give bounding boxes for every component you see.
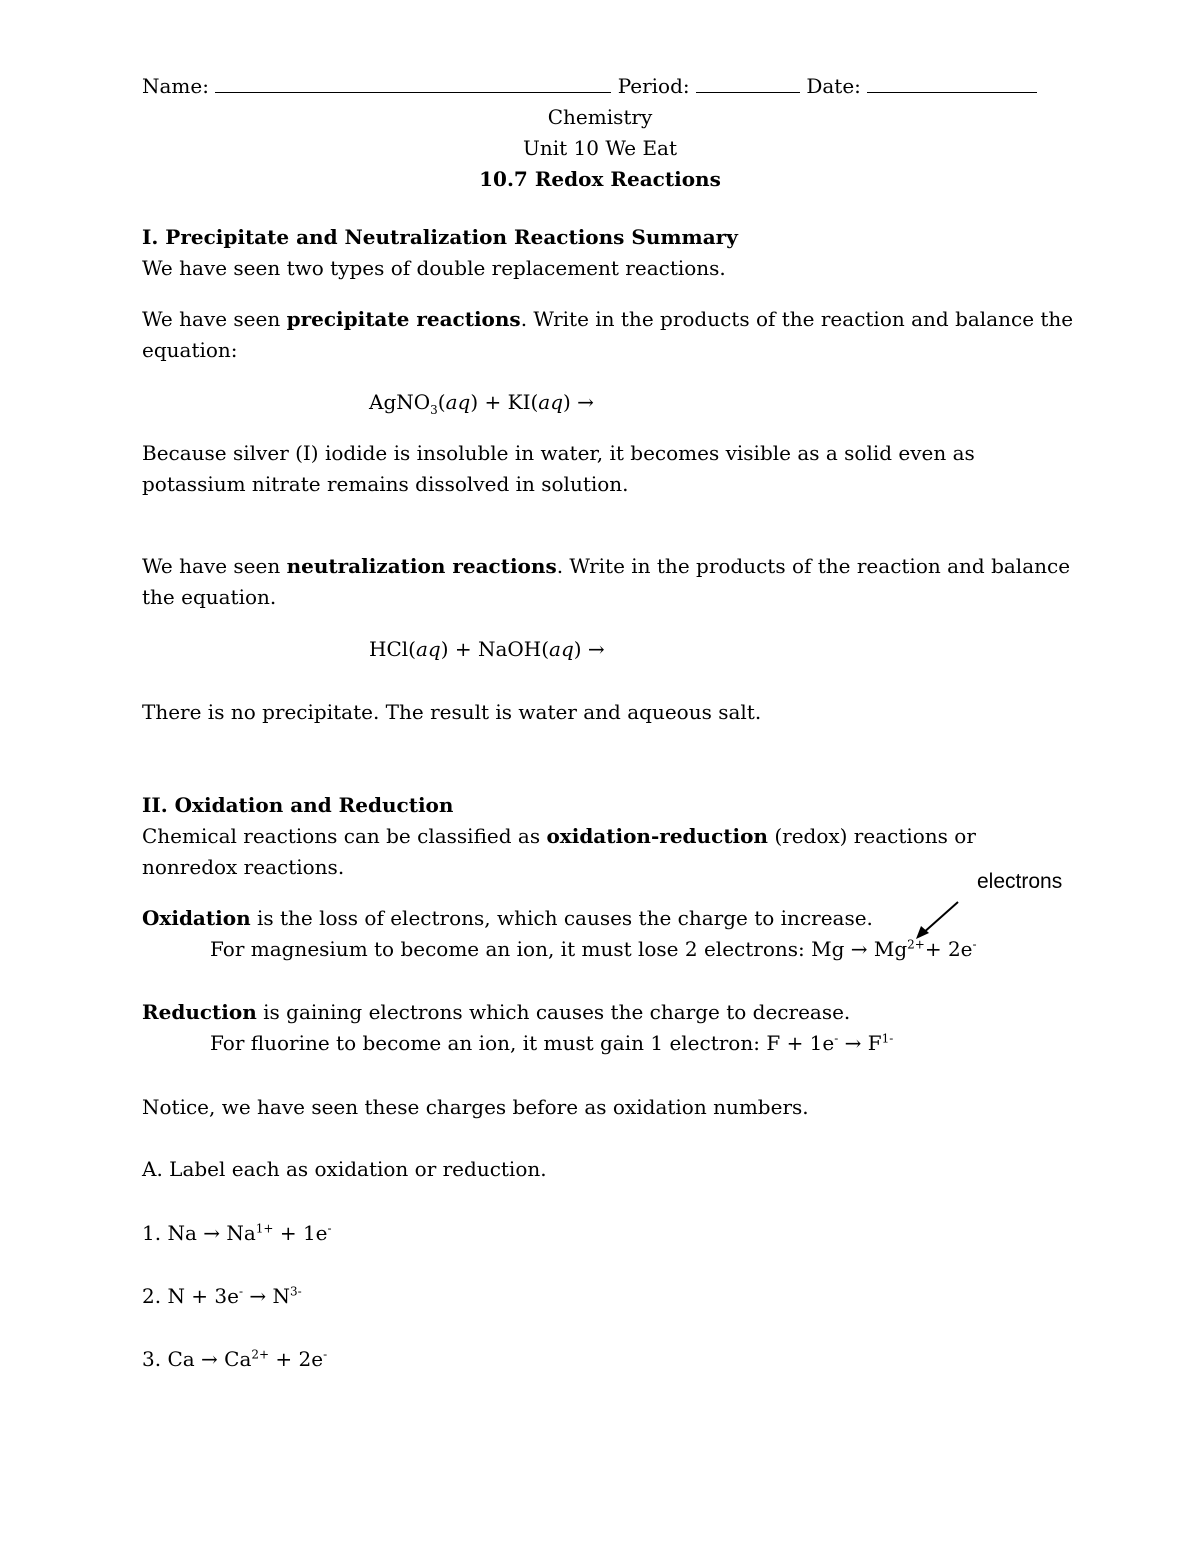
eq1-aq1: aq <box>445 390 471 414</box>
classification-paragraph <box>142 823 976 849</box>
precip-post: . Write in the products of the reaction and balance the <box>520 307 1074 331</box>
eq2-aq2: aq <box>549 637 574 661</box>
item1-sup: 1+ <box>255 1221 274 1236</box>
item1-post: + 1e <box>273 1221 328 1245</box>
section2-heading-wrap <box>142 792 453 818</box>
list-item <box>142 1220 332 1246</box>
equation-neutralization <box>369 636 605 662</box>
unit-title: Unit 10 We Eat <box>522 136 677 160</box>
item2-pre: 2. N + 3e <box>142 1284 239 1308</box>
explain-line2: potassium nitrate remains dissolved in solution. <box>142 472 629 496</box>
eq2-end: ) → <box>573 637 605 661</box>
neut-pre: We have seen <box>142 554 287 578</box>
precip-line2: equation: <box>142 338 238 362</box>
eq1-sub: 3 <box>430 403 438 417</box>
equation-precipitate: AgNO$_3$(aq) + KI(aq) → <box>369 390 594 417</box>
neutralization-paragraph <box>142 553 1070 579</box>
section1-heading-wrap <box>142 224 738 250</box>
lesson-title: 10.7 Redox Reactions <box>479 167 721 191</box>
red-example-sup2: 1- <box>881 1031 894 1046</box>
lesson-title-wrap <box>0 166 1200 192</box>
notice-text: Notice, we have seen these charges before as oxidation numbers. <box>142 1095 809 1119</box>
list-item <box>142 1346 327 1372</box>
neut-line2: the equation. <box>142 585 277 609</box>
ox-bold: Oxidation <box>142 906 251 930</box>
section1-intro: We have seen two types of double replacement reactions. <box>142 256 726 280</box>
ox-example-end: + 2e <box>924 937 973 961</box>
eq1-end: ) → <box>563 390 594 414</box>
arrow-shaft <box>922 902 958 934</box>
item2-sup: - <box>238 1284 244 1299</box>
item2-sup2: 3- <box>290 1284 302 1299</box>
red-bold: Reduction <box>142 1000 257 1024</box>
eq2-aq1: aq <box>415 637 441 661</box>
eq1-agno: AgNO <box>369 390 431 414</box>
precip-pre: We have seen <box>142 307 287 331</box>
ox-example: For magnesium to become an ion, it must lose 2 electrons: Mg → Mg <box>210 937 908 961</box>
name-blank <box>215 74 611 93</box>
item2-post: → N <box>243 1284 291 1308</box>
section1-heading: I. Precipitate and Neutralization Reactions Summary <box>142 225 738 249</box>
item3-sup: 2+ <box>251 1347 270 1362</box>
item1-pre: 1. Na → Na <box>142 1221 256 1245</box>
header-fields <box>142 73 1037 99</box>
red-post: is gaining electrons which causes the charge to decrease. <box>256 1000 851 1024</box>
eq1-mid: + KI( <box>478 390 539 414</box>
eq2-hcl: HCl( <box>369 637 416 661</box>
section2-heading: II. Oxidation and Reduction <box>142 793 454 817</box>
oxidation-definition <box>142 905 873 931</box>
eq1-aq2: aq <box>538 390 564 414</box>
date-label: Date: <box>806 74 861 98</box>
oxidation-example <box>210 936 977 962</box>
eq2-mid: ) + NaOH( <box>440 637 550 661</box>
name-label: Name: <box>142 74 209 98</box>
red-example: For fluorine to become an ion, it must gain 1 electron: F + 1e <box>210 1031 835 1055</box>
explain-line1: Because silver (I) iodide is insoluble in water, it becomes visible as a solid even as <box>142 441 975 465</box>
item3-pre: 3. Ca → Ca <box>142 1347 252 1371</box>
neut-bold: neutralization reactions <box>286 554 557 578</box>
class-post: (redox) reactions or <box>767 824 976 848</box>
ox-example-sup2: - <box>972 937 977 952</box>
subject: Chemistry <box>547 105 653 129</box>
class-bold: oxidation-reduction <box>546 824 768 848</box>
item1-sup2: - <box>327 1221 332 1236</box>
neut-post: . Write in the products of the reaction and balance <box>556 554 1071 578</box>
item3-post: + 2e <box>269 1347 324 1371</box>
period-blank <box>696 74 800 93</box>
class-pre: Chemical reactions can be classified as <box>142 824 547 848</box>
result-text: There is no precipitate. The result is water and aqueous salt. <box>142 700 762 724</box>
ox-example-sup: 2+ <box>907 937 925 952</box>
period-label: Period: <box>617 74 690 98</box>
class-line2: nonredox reactions. <box>142 855 345 879</box>
precip-bold: precipitate reactions <box>286 307 521 331</box>
reduction-example <box>210 1030 893 1056</box>
task-a: A. Label each as oxidation or reduction. <box>142 1157 547 1181</box>
electrons-annotation: electrons <box>977 870 1063 893</box>
precipitate-paragraph <box>142 306 1073 332</box>
red-example-mid: → F <box>838 1031 882 1055</box>
reduction-definition <box>142 999 850 1025</box>
red-example-sup: - <box>834 1031 839 1046</box>
ox-post: is the loss of electrons, which causes the charge to increase. <box>250 906 873 930</box>
list-item <box>142 1283 302 1309</box>
item3-sup2: - <box>323 1347 328 1362</box>
date-blank <box>867 74 1037 93</box>
